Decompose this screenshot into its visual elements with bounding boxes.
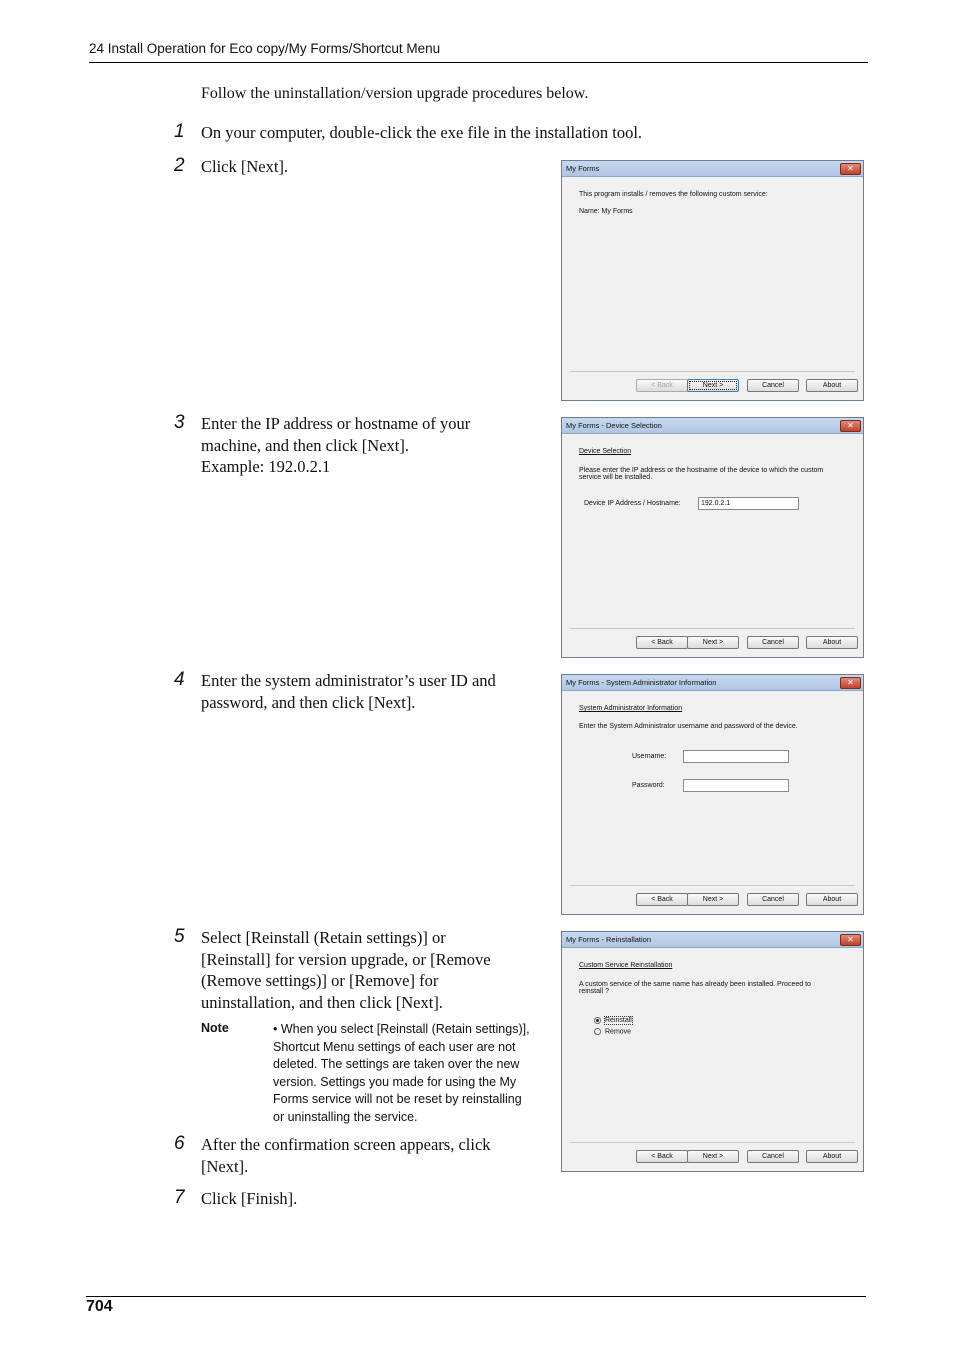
step-number: 4 [174, 669, 185, 690]
step-number: 2 [174, 155, 185, 176]
section-heading: Device Selection [579, 448, 632, 455]
step-line: Click [Next]. [201, 157, 289, 176]
step-line: Enter the IP address or hostname of your [201, 414, 471, 433]
dialog-titlebar [562, 161, 863, 177]
dialog-reinstallation [561, 931, 864, 1172]
password-label: Password: [632, 782, 665, 789]
step-line: After the confirmation screen appears, click [201, 1135, 491, 1154]
password-input[interactable] [683, 779, 789, 792]
cancel-button[interactable]: Cancel [747, 893, 799, 906]
note-line: or uninstalling the service. [273, 1109, 418, 1124]
step-line: Enter the system administrator’s user ID and [201, 671, 496, 690]
dialog-text: Enter the System Administrator username and password of the device. [579, 723, 798, 730]
username-input[interactable] [683, 750, 789, 763]
next-button[interactable]: Next > [687, 379, 739, 392]
step-text [201, 927, 491, 1013]
dialog-text: Please enter the IP address or the hostname of the device to which the custom service will be installed. [579, 467, 824, 481]
radio-remove[interactable] [594, 1028, 853, 1035]
radio-label: Reinstall [605, 1017, 632, 1025]
dialog-separator [570, 371, 855, 372]
dialog-body [579, 448, 853, 510]
dialog-welcome [561, 160, 864, 401]
dialog-title: My Forms - Device Selection [566, 421, 662, 430]
step-line: password, and then click [Next]. [201, 692, 416, 712]
about-button[interactable]: About [806, 636, 858, 649]
dialog-titlebar [562, 418, 863, 434]
dialog-title: My Forms - Reinstallation [566, 935, 652, 944]
radio-selected-icon[interactable] [594, 1017, 601, 1024]
step-text [201, 122, 642, 144]
note-label: Note [201, 1021, 229, 1035]
dialog-text: A custom service of the same name has already been installed. Proceed to reinstall ? [579, 981, 811, 995]
note-body [273, 1021, 549, 1127]
back-button[interactable]: < Back [636, 636, 688, 649]
page-number: 704 [86, 1298, 113, 1315]
close-icon[interactable]: ✕ [840, 934, 861, 946]
step-number: 5 [174, 926, 185, 947]
dialog-text: Name: My Forms [579, 208, 633, 215]
step-number: 3 [174, 412, 185, 433]
section-heading: System Administrator Information [579, 705, 683, 712]
step-line: machine, and then click [Next]. [201, 435, 409, 455]
step-line: On your computer, double-click the exe file in the installation tool. [201, 123, 643, 142]
close-icon[interactable]: ✕ [840, 420, 861, 432]
radio-label: Remove [605, 1028, 632, 1036]
about-button[interactable]: About [806, 1150, 858, 1163]
username-row [632, 750, 853, 763]
step-number: 1 [174, 121, 185, 142]
ip-field-label: Device IP Address / Hostname: [584, 500, 681, 507]
note-line: deleted. The settings are taken over the new [273, 1057, 520, 1072]
cancel-button[interactable]: Cancel [747, 379, 799, 392]
step-line: Example: 192.0.2.1 [201, 457, 331, 476]
dialog-title: My Forms - System Administrator Information [566, 678, 717, 687]
step-number: 7 [174, 1187, 185, 1208]
dialog-system-administrator [561, 674, 864, 915]
next-button[interactable]: Next > [687, 893, 739, 906]
password-row [632, 779, 853, 792]
radio-unselected-icon[interactable] [594, 1028, 601, 1035]
intro-text: Follow the uninstallation/version upgrade procedures below. [201, 85, 589, 102]
back-button[interactable]: < Back [636, 379, 688, 392]
step-text [201, 1188, 297, 1210]
step-line: uninstallation, and then click [Next]. [201, 992, 443, 1012]
note-line: version. Settings you made for using the My [273, 1074, 517, 1089]
dialog-device-selection [561, 417, 864, 658]
note-line: Shortcut Menu settings of each user are not [273, 1039, 516, 1054]
next-button[interactable]: Next > [687, 636, 739, 649]
ip-field-row [584, 497, 853, 510]
back-button[interactable]: < Back [636, 1150, 688, 1163]
dialog-separator [570, 628, 855, 629]
step-line: (Remove settings)] or [Remove] for [201, 971, 439, 990]
step-text [201, 1134, 491, 1177]
close-icon[interactable]: ✕ [840, 677, 861, 689]
dialog-body [579, 705, 853, 792]
header-title: 24 Install Operation for Eco copy/My Forms/Shortcut Menu [89, 41, 441, 56]
step-line: [Next]. [201, 1156, 249, 1176]
cancel-button[interactable]: Cancel [747, 636, 799, 649]
step-number: 6 [174, 1133, 185, 1154]
dialog-titlebar [562, 675, 863, 691]
step-text [201, 670, 496, 713]
step-text [201, 413, 470, 478]
username-label: Username: [632, 753, 667, 760]
page-header [89, 40, 868, 63]
about-button[interactable]: About [806, 893, 858, 906]
note-line: Forms service will not be reset by reinstalling [273, 1092, 522, 1107]
step-line: Click [Finish]. [201, 1189, 298, 1208]
reinstall-options [594, 1017, 853, 1036]
dialog-body [579, 962, 853, 1040]
dialog-separator [570, 885, 855, 886]
dialog-title: My Forms [566, 164, 600, 173]
dialog-separator [570, 1142, 855, 1143]
dialog-text: This program installs / removes the following custom service: [579, 191, 768, 198]
dialog-body [579, 191, 853, 215]
step-text [201, 156, 288, 178]
dialog-titlebar [562, 932, 863, 948]
section-heading: Custom Service Reinstallation [579, 962, 673, 969]
note-line: • When you select [Reinstall (Retain settings)], [273, 1022, 530, 1036]
step-line: [Reinstall] for version upgrade, or [Remove [201, 949, 491, 969]
radio-reinstall[interactable] [594, 1017, 853, 1024]
footer-divider [86, 1296, 866, 1297]
cancel-button[interactable]: Cancel [747, 1150, 799, 1163]
back-button[interactable]: < Back [636, 893, 688, 906]
close-icon[interactable]: ✕ [840, 163, 861, 175]
next-button[interactable]: Next > [687, 1150, 739, 1163]
ip-address-input[interactable]: 192.0.2.1 [698, 497, 799, 510]
step-line: Select [Reinstall (Retain settings)] or [201, 928, 446, 947]
about-button[interactable]: About [806, 379, 858, 392]
